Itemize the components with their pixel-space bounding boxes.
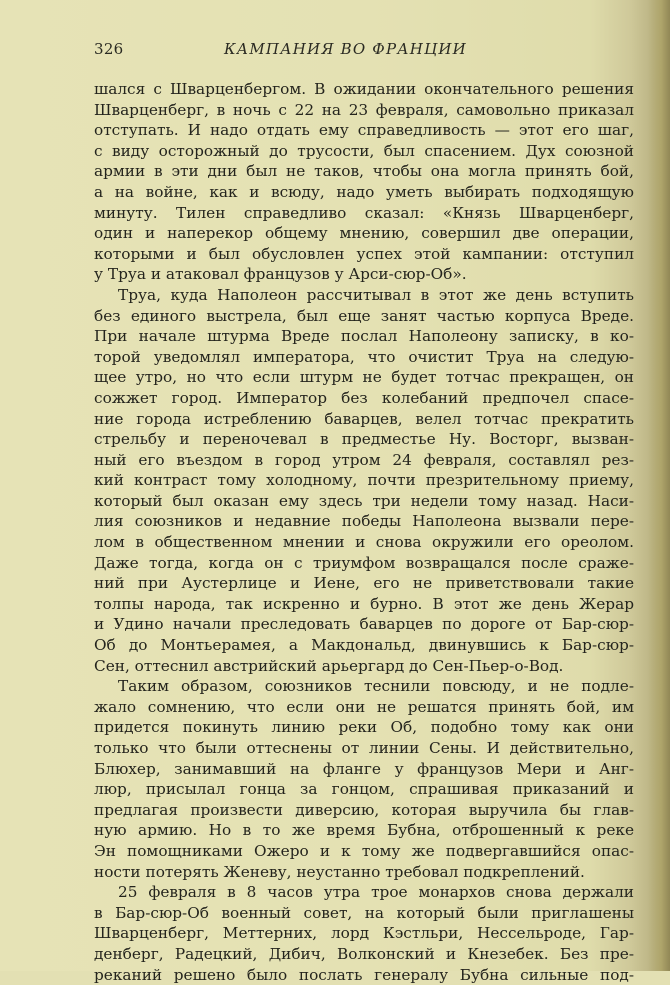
running-title: КАМПАНИЯ ВО ФРАНЦИИ: [224, 40, 467, 58]
text-line: без единого выстрела, был еще занят частью корпуса Вреде.: [94, 306, 634, 325]
text-line: лом в общественном мнении и снова окружили его ореолом.: [94, 533, 634, 552]
text-line: ную армию. Но в то же время Бубна, отброшенный к реке: [94, 821, 634, 840]
text-line: один и наперекор общему мнению, совершил две операции,: [94, 224, 634, 243]
text-line: торой уведомлял императора, что очистит Труа на следую-: [94, 347, 634, 366]
text-line: ние города истреблению баварцев, велел тотчас прекратить: [94, 409, 634, 428]
text-line: кий контраст тому холодному, почти презрительному приему,: [94, 471, 634, 490]
text-line: придется покинуть линию реки Об, подобно тому как они: [94, 718, 634, 737]
text-line: армии в эти дни был не таков, чтобы она могла принять бой,: [94, 162, 634, 181]
page-edge-shadow: [648, 0, 670, 971]
text-line: Блюхер, занимавший на фланге у французов Мери и Анг-: [94, 759, 634, 778]
text-line: только что были оттеснены от линии Сены. И действительно,: [94, 739, 634, 757]
text-line: Труа, куда Наполеон рассчитывал в этот же день вступить: [118, 285, 634, 304]
text-line: денберг, Радецкий, Дибич, Волконский и Кнезебек. Без пре-: [94, 944, 634, 963]
body-text: [94, 79, 634, 985]
text-line: в Бар-сюр-Об военный совет, на который были приглашены: [94, 903, 634, 922]
text-line: ний при Аустерлице и Иене, его не приветствовали такие: [94, 574, 634, 593]
text-line: толпы народа, так искренно и бурно. В этот же день Жерар: [94, 594, 634, 613]
text-line: у Труа и атаковал французов у Арси-сюр-Об».: [94, 265, 467, 284]
text-line: Таким образом, союзников теснили повсюду, и не подле-: [118, 677, 634, 696]
text-line: ный его въездом в город утром 24 февраля, составлял рез-: [94, 450, 634, 469]
text-line: а на войне, как и всюду, надо уметь выбирать подходящую: [94, 182, 634, 201]
text-line: сожжет город. Император без колебаний предпочел спасе-: [94, 388, 634, 407]
text-line: При начале штурма Вреде послал Наполеону записку, в ко-: [94, 327, 634, 346]
text-line: и Удино начали преследовать баварцев по дороге от Бар-сюр-: [94, 615, 634, 634]
text-line: 25 февраля в 8 часов утра трое монархов снова держали: [118, 883, 634, 902]
text-line: отступать. И надо отдать ему справедливость — этот его шаг,: [94, 121, 634, 140]
text-line: шался с Шварценбергом. В ожидании окончательного решения: [94, 80, 634, 98]
text-line: стрельбу и переночевал в предместье Ну. Восторг, вызван-: [94, 430, 634, 449]
text-line: предлагая произвести диверсию, которая выручила бы глав-: [94, 800, 634, 819]
text-line: которыми и был обусловлен успех этой кампании: отступил: [94, 244, 634, 263]
text-line: щее утро, но что если штурм не будет тотчас прекращен, он: [94, 368, 634, 387]
text-line: Об до Монтьерамея, а Макдональд, двинувшись к Бар-сюр-: [94, 636, 634, 655]
text-line: который был оказан ему здесь три недели тому назад. Наси-: [94, 491, 634, 510]
page-header: [94, 40, 634, 64]
page-number: 326: [94, 40, 124, 58]
text-line: Сен, оттеснил австрийский арьергард до Сен-Пьер-о-Вод.: [94, 656, 564, 675]
text-line: люр, присылал гонца за гонцом, спрашивая приказаний и: [94, 780, 634, 799]
text-line: реканий решено было послать генералу Бубна сильные под-: [94, 965, 634, 984]
text-line: минуту. Тилен справедливо сказал: «Князь Шварценберг,: [94, 203, 634, 222]
text-line: с виду осторожный до трусости, был спасением. Дух союзной: [94, 141, 634, 160]
text-line: жало сомнению, что если они не решатся принять бой, им: [94, 697, 634, 716]
text-line: Шварценберг, в ночь с 22 на 23 февраля, самовольно приказал: [94, 100, 634, 119]
text-line: ности потерять Женеву, неустанно требовал подкреплений.: [94, 862, 585, 881]
text-line: Даже тогда, когда он с триумфом возвращался после сраже-: [94, 553, 634, 572]
text-line: Шварценберг, Меттерних, лорд Кэстльри, Нессельроде, Гар-: [94, 924, 634, 943]
text-line: Эн помощниками Ожеро и к тому же подвергавшийся опас-: [94, 841, 634, 860]
text-line: лия союзников и недавние победы Наполеона вызвали пере-: [94, 512, 634, 531]
